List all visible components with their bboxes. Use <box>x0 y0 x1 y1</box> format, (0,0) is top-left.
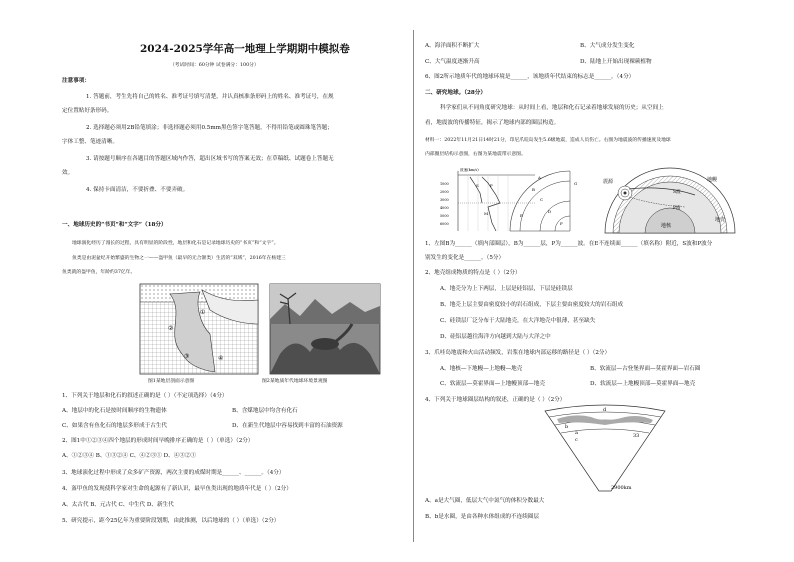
layer-label: b <box>565 424 569 430</box>
depth-label: 2900km <box>611 485 632 491</box>
tick-label: 4000 <box>440 206 449 210</box>
option: B、b是水圈，是由各种水体组成的不连续圈层 <box>425 514 539 520</box>
note-line: 效。 <box>62 170 74 176</box>
depth-label: 33 <box>633 433 640 439</box>
wave-label: P <box>490 183 493 188</box>
section1-intro: 鱼类就的盔甲鱼，年龄约37亿年。 <box>62 270 136 275</box>
layer-label: G <box>574 181 578 186</box>
strata-section-figure <box>140 284 258 374</box>
question-q2: 2、地壳组成物质的特点是（ ）（2分） <box>425 270 521 276</box>
section1-intro: 鱼类是由泥盆纪开始繁盛的生物之一——盔甲鱼（最早的无合颌类）生活的“双域”，2016年在杨建三 <box>72 256 286 261</box>
option: D、陆地上开始出现裸蕨植物 <box>580 59 652 65</box>
option: D、软流层—上地幔顶部—莫霍界面—地壳 <box>590 381 696 387</box>
question-2: 2、图1中①②③④四个地层的形成时间早晚排序正确的是（ ）（单选）（2分） <box>62 438 254 444</box>
mantle-label: 地幔 <box>707 177 718 183</box>
earth-layers-wedge-figure <box>535 405 675 495</box>
tick-label: 3000 <box>440 198 449 202</box>
crust-label: 地壳 <box>715 217 726 223</box>
option: D、在新生代地层中容易找到丰富的石油资源 <box>232 423 343 429</box>
option: B、软流层—古登堡界面—莫霍界面—岩石圈 <box>590 366 701 372</box>
layer-label: M <box>484 211 489 216</box>
figure2-caption: 图2某地质年代地球环境景观图 <box>262 379 328 384</box>
layer-label: a <box>575 430 578 436</box>
option: A、地层中的化石是按时间顺序的生物遗体 <box>62 408 167 414</box>
question-6: 6、图2所示地质年代的地球环境是______，该地质年代结束的标志是______。（4分） <box>425 74 635 80</box>
earth-interior-figure <box>595 165 745 235</box>
strata-label: ④ <box>218 355 224 362</box>
layer-label: E <box>520 213 523 218</box>
option: B、大气成分发生变化 <box>580 43 635 49</box>
option: A、a是大气圈，低层大气中氮气的体积分数最大 <box>425 498 545 504</box>
question-q1: 1、左图B为______（填内部圈层），B为______层，P为______波。在E不连续面______（填名称）附近，S波和P波分 <box>425 241 713 247</box>
option-row: A、太古代 B、元古代 C、中生代 D、新生代 <box>62 502 174 508</box>
wave-label: S <box>476 183 479 188</box>
option: A、海洋面积不断扩大 <box>425 43 480 49</box>
axis-label: 波速(km/s) <box>460 168 479 172</box>
layer-label: d <box>603 407 607 413</box>
note-line: 1. 答题前，考生先将自己的姓名、准考证号填写清楚，并认真核准条形码上的姓名、准考证号，在规 <box>86 94 334 100</box>
s-wave-label: S波 <box>673 190 681 195</box>
note-line: 3. 请按题号顺序在各题目的答题区域内作答，超出区域书写的答案无效；在草稿纸、试题卷上答题无 <box>86 156 334 162</box>
layer-label: F <box>560 221 563 226</box>
question-q1: 别发生的变化是______。（5分） <box>425 255 505 261</box>
tick-label: 6000 <box>440 222 449 226</box>
option: C、硅镁层厂泛分布于大陆地壳，在大洋地壳中很薄，甚至缺失 <box>440 318 596 324</box>
figure1-caption: 图1某地层剖面示意图 <box>148 379 195 384</box>
question-q3: 3、爪哇岛地震和火山活动频发，岩浆在地球内部运移的路径是（ ）（2分） <box>425 350 611 356</box>
option-row: A、①②③④ B、①③②④ C、④②③① D、④③②① <box>62 453 197 459</box>
layer-label: c <box>575 437 578 443</box>
tick-label: 5000 <box>440 214 449 218</box>
core-label: 地核 <box>661 223 672 229</box>
option: B、地壳上层主要由密度较小的岩石组成，下层主要由密度较大的岩石组成 <box>440 302 624 308</box>
option: A、地壳分为上下两层，上层是硅铝层，下层是硅镁层 <box>440 286 573 292</box>
section2-intro: 看，地震波的传播特征，揭示了地球内部的圈层构造。 <box>425 120 560 126</box>
question-3: 3、地球演化过程中形成了众多矿产资源，两次主要的成煤时期是______、______。（4分） <box>62 470 285 476</box>
tick-label: 1000 <box>440 182 449 186</box>
tick-label: 2000 <box>440 190 449 194</box>
strata-label: ③ <box>184 353 190 360</box>
section1-intro: 地球演化经历了漫长的过程，具有明显的阶段性，地层和化石是记录地球历史的“书页”和“文字”。 <box>72 241 279 246</box>
question-1: 1、下列关于地层和化石的叙述正确的是（ ）（不定项选择）（4分） <box>62 393 228 399</box>
option: B、含煤地层中均含有化石 <box>232 408 298 414</box>
exam-info: （考试时间：60分钟 试卷满分：100分） <box>170 63 259 68</box>
note-line: 4. 保持卡面清洁，不要折叠、不要弄破。 <box>86 187 189 193</box>
section2-heading: 二、研究地球。（28分） <box>425 90 486 96</box>
question-q4: 4、下列关于地球圈层结构的叙述，正确的是（ ）（2分） <box>425 397 566 403</box>
layer-label: C <box>540 197 544 202</box>
option: A、地核—下地幔—上地幔—地壳 <box>440 366 523 372</box>
note-line: 2. 选择题必须用2B铅笔填涂；非选择题必须用0.5mm黑色签字笔答题，不得用铅笔或圆珠笔答题； <box>86 125 333 131</box>
ancient-landscape-figure <box>270 284 380 374</box>
material-text: 内部圈层结构示意图，右图为某地震带示意图。 <box>425 152 526 157</box>
question-5: 5、研究提示，距今25亿年为重要阶段划期，由此推测，以后地球的（ ）（单选）（2分） <box>62 518 280 524</box>
option: C、如果含有鱼化石的地层多形成于古生代 <box>62 423 167 429</box>
notes-heading: 注意事项： <box>62 78 90 84</box>
note-line: 字体工整、笔迹清晰。 <box>62 139 118 145</box>
note-line: 定位置贴好条形码。 <box>62 108 113 114</box>
section2-intro: 科学家们从不同角度研究地球：从时间上看，地层和化石记录着地球发展的历史；从空间上 <box>440 105 664 111</box>
section1-heading: 一、地球历史的“书页”和“文字”（18分） <box>62 222 167 228</box>
option: C、软流层—莫霍界面—上地幔顶部—地壳 <box>440 381 545 387</box>
column-divider <box>413 30 414 542</box>
layer-label: D <box>548 209 552 214</box>
option: C、大气温度逐渐升高 <box>425 59 480 65</box>
focus-label: 震源 <box>603 179 614 185</box>
p-wave-label: P波 <box>673 206 681 211</box>
strata-label: ① <box>200 309 206 316</box>
option: D、硅铝层越往海洋方向越到大陆与大洋之中 <box>440 334 551 340</box>
page-title: 2024-2025学年高一地理上学期期中模拟卷 <box>140 43 350 55</box>
strata-label: ② <box>168 325 174 332</box>
seismic-wave-figure <box>440 165 590 235</box>
layer-label: B <box>532 187 535 192</box>
material-text: 材料一：2022年11月21日14时21分，印尼爪哇岛发生5.6级地震，造成人员伤亡。右图为地震波的传播速度及地球 <box>425 138 671 143</box>
question-4: 4、盔甲鱼的发现使科学家对生命的起源有了新认识，最早鱼类出现的地质年代是（ ）（2分） <box>62 486 292 492</box>
layer-label: A <box>538 175 541 180</box>
